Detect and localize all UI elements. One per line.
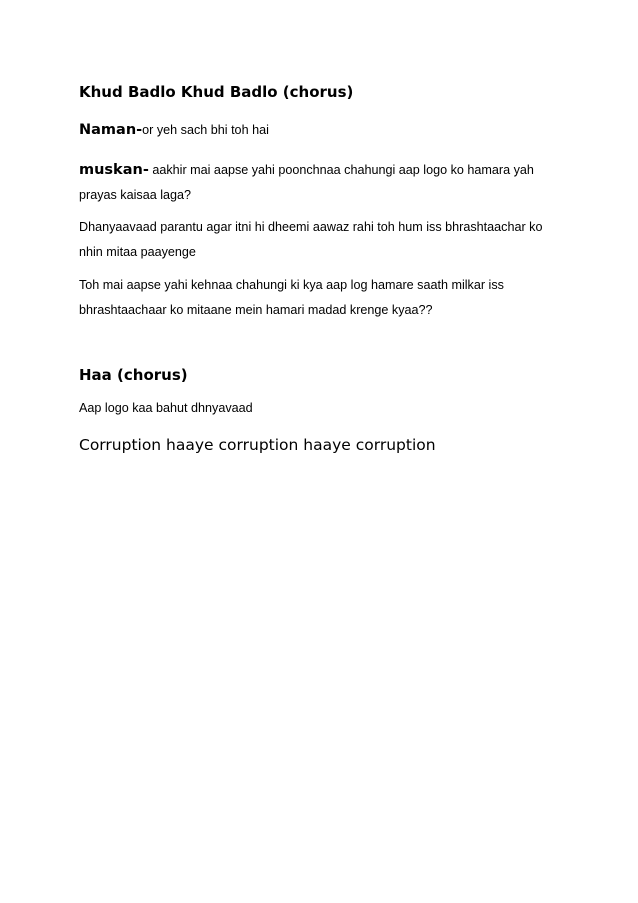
- closing-line: Corruption haaye corruption haaye corruption: [79, 436, 436, 454]
- paragraph-dhanyaavaad: Dhanyaavaad parantu agar itni hi dheemi aawaz rahi toh hum iss bhrashtaachar ko nhin mitaa paayenge: [79, 220, 543, 259]
- naman-line: [79, 118, 269, 143]
- chorus-reply: Haa (chorus): [79, 366, 188, 384]
- naman-text: or yeh sach bhi toh hai: [142, 123, 269, 137]
- thanks-line: Aap logo kaa bahut dhnyavaad: [79, 401, 253, 415]
- speaker-muskan: muskan-: [79, 162, 149, 178]
- song-title: Khud Badlo Khud Badlo (chorus): [79, 83, 354, 101]
- paragraph-request: Toh mai aapse yahi kehnaa chahungi ki kya aap log hamare saath milkar iss bhrashtaachaar ko mitaane mein hamari madad krenge kyaa??: [79, 278, 504, 317]
- speaker-naman: Naman-: [79, 122, 143, 138]
- muskan-line: [79, 158, 559, 208]
- muskan-text: aakhir mai aapse yahi poonchnaa chahungi aap logo ko hamara yah prayas kaisaa laga?: [79, 163, 534, 202]
